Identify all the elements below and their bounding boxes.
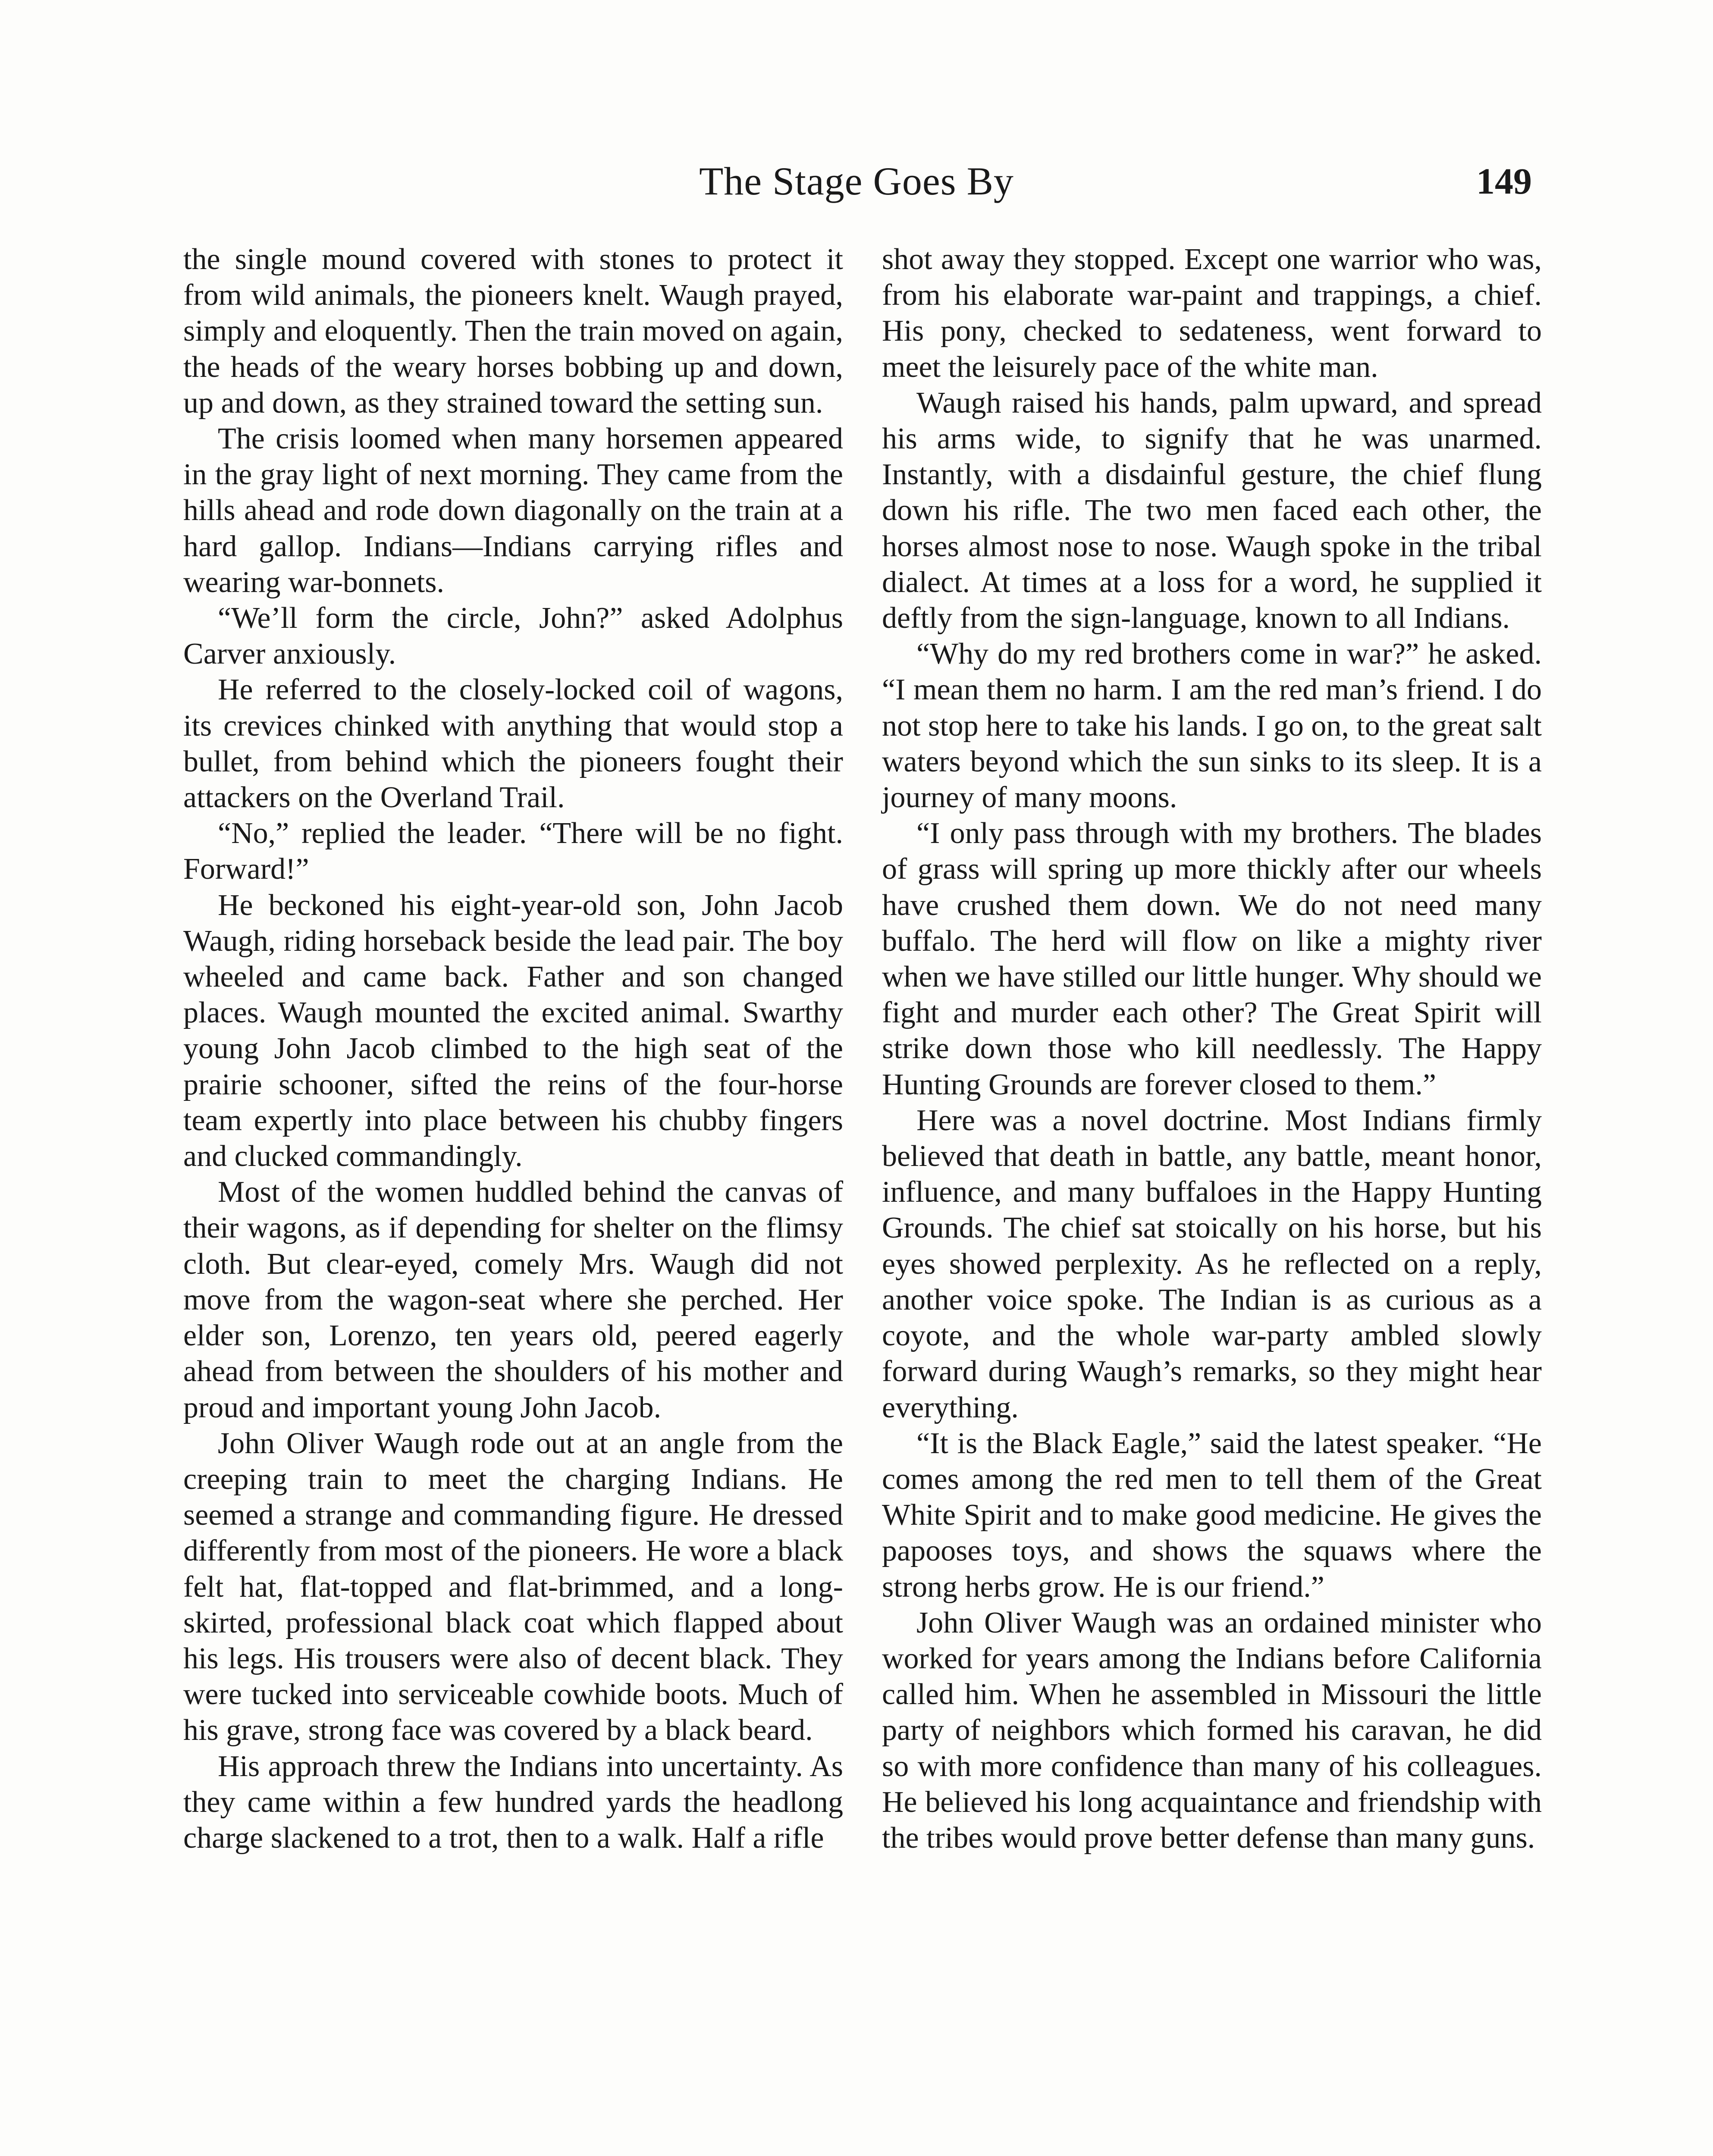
paragraph: “Why do my red brothers come in war?” he asked. “I mean them no harm. I am the red man’s friend. I do not stop here to take his lands. I go on, to the great salt waters beyond which the sun sinks to its sleep. It is a journey of many moons. [882,637,1542,815]
paragraph: “I only pass through with my brothers. The blades of grass will spring up more thickly after our wheels have crushed them down. We do not need many buffalo. The herd will flow on like a mighty river when we have stilled our little hunger. Why should we fight and murder each other? The Great Spirit will strike down those who kill needlessly. The Happy Hunting Grounds are forever closed to them.” [882,817,1542,1101]
paragraph: shot away they stopped. Except one warrior who was, from his elaborate war-paint and trappings, a chief. His pony, checked to sedateness, went forward to meet the leisurely pace of the white man. [882,243,1542,384]
paragraph: “It is the Black Eagle,” said the latest speaker. “He comes among the red men to tell them of the Great White Spirit and to make good medicine. He gives the papooses toys, and shows the squaws where the strong herbs grow. He is our friend.” [882,1426,1542,1604]
paragraph: Here was a novel doctrine. Most Indians firmly believed that death in battle, any battle, meant honor, influence, and many buffaloes in the Happy Hunting Grounds. The chief sat stoically on his horse, but his eyes showed perplexity. As he reflected on a reply, another voice spoke. The Indian is as curious as a coyote, and the whole war-party ambled slowly forward during Waugh’s remarks, so they might hear everything. [882,1103,1542,1424]
paragraph: He referred to the closely-locked coil of wagons, its crevices chinked with anything that would stop a bullet, from behind which the pioneers fought their attackers on the Overland Trail. [183,673,843,815]
paragraph: Most of the women huddled behind the canvas of their wagons, as if depending for shelter on the flimsy cloth. But clear-eyed, comely Mrs. Waugh did not move from the wagon-seat where she perched. Her elder son, Lorenzo, ten years old, peered eagerly ahead from between the shoulders of his mother and proud and important young John Jacob. [183,1175,843,1424]
paragraph: John Oliver Waugh was an ordained minister who worked for years among the Indians before California called him. When he assembled in Missouri the little party of neighbors which formed his caravan, he did so with more confidence than many of his colleagues. He believed his long acquaintance and friendship with the tribes would prove better defense than many guns. [882,1606,1542,1855]
paragraph: the single mound covered with stones to protect it from wild animals, the pioneers knelt. Waugh prayed, simply and eloquently. Then the train moved on again, the heads of the weary horses bobbing up and down, up and down, as they strained toward the setting sun. [183,243,843,420]
paragraph: Waugh raised his hands, palm upward, and spread his arms wide, to signify that he was unarmed. Instantly, with a disdainful gesture, the chief flung down his rifle. The two men faced each other, the horses almost nose to nose. Waugh spoke in the tribal dialect. At times at a loss for a word, he supplied it deftly from the sign-language, known to all Indians. [882,386,1542,635]
text-column-left [183,241,843,1856]
text-column-right [882,241,1542,1856]
paragraph: John Oliver Waugh rode out at an angle from the creeping train to meet the charging Indians. He seemed a strange and commanding figure. He dressed differently from most of the pioneers. He wore a black felt hat, flat-topped and flat-brimmed, and a long-skirted, professional black coat which flapped about his legs. His trousers were also of decent black. They were tucked into serviceable cowhide boots. Much of his grave, strong face was covered by a black beard. [183,1426,843,1747]
paragraph: “We’ll form the circle, John?” asked Adolphus Carver anxiously. [183,602,843,671]
paragraph: He beckoned his eight-year-old son, John Jacob Waugh, riding horseback beside the lead pair. The boy wheeled and came back. Father and son changed places. Waugh mounted the excited animal. Swarthy young John Jacob climbed to the high seat of the prairie schooner, sifted the reins of the four-horse team expertly into place between his chubby fingers and clucked commandingly. [183,888,843,1173]
page-number: 149 [1476,160,1532,202]
paragraph: The crisis loomed when many horsemen appeared in the gray light of next morning. They came from the hills ahead and rode down diagonally on the train at a hard gallop. Indians—Indians carrying rifles and wearing war-bonnets. [183,422,843,599]
running-head [181,155,1532,207]
paragraph: “No,” replied the leader. “There will be no fight. Forward!” [183,817,843,886]
paragraph: His approach threw the Indians into uncertainty. As they came within a few hundred yards the headlong charge slackened to a trot, then to a walk. Half a rifle [183,1749,843,1855]
running-title: The Stage Goes By [699,159,1014,203]
